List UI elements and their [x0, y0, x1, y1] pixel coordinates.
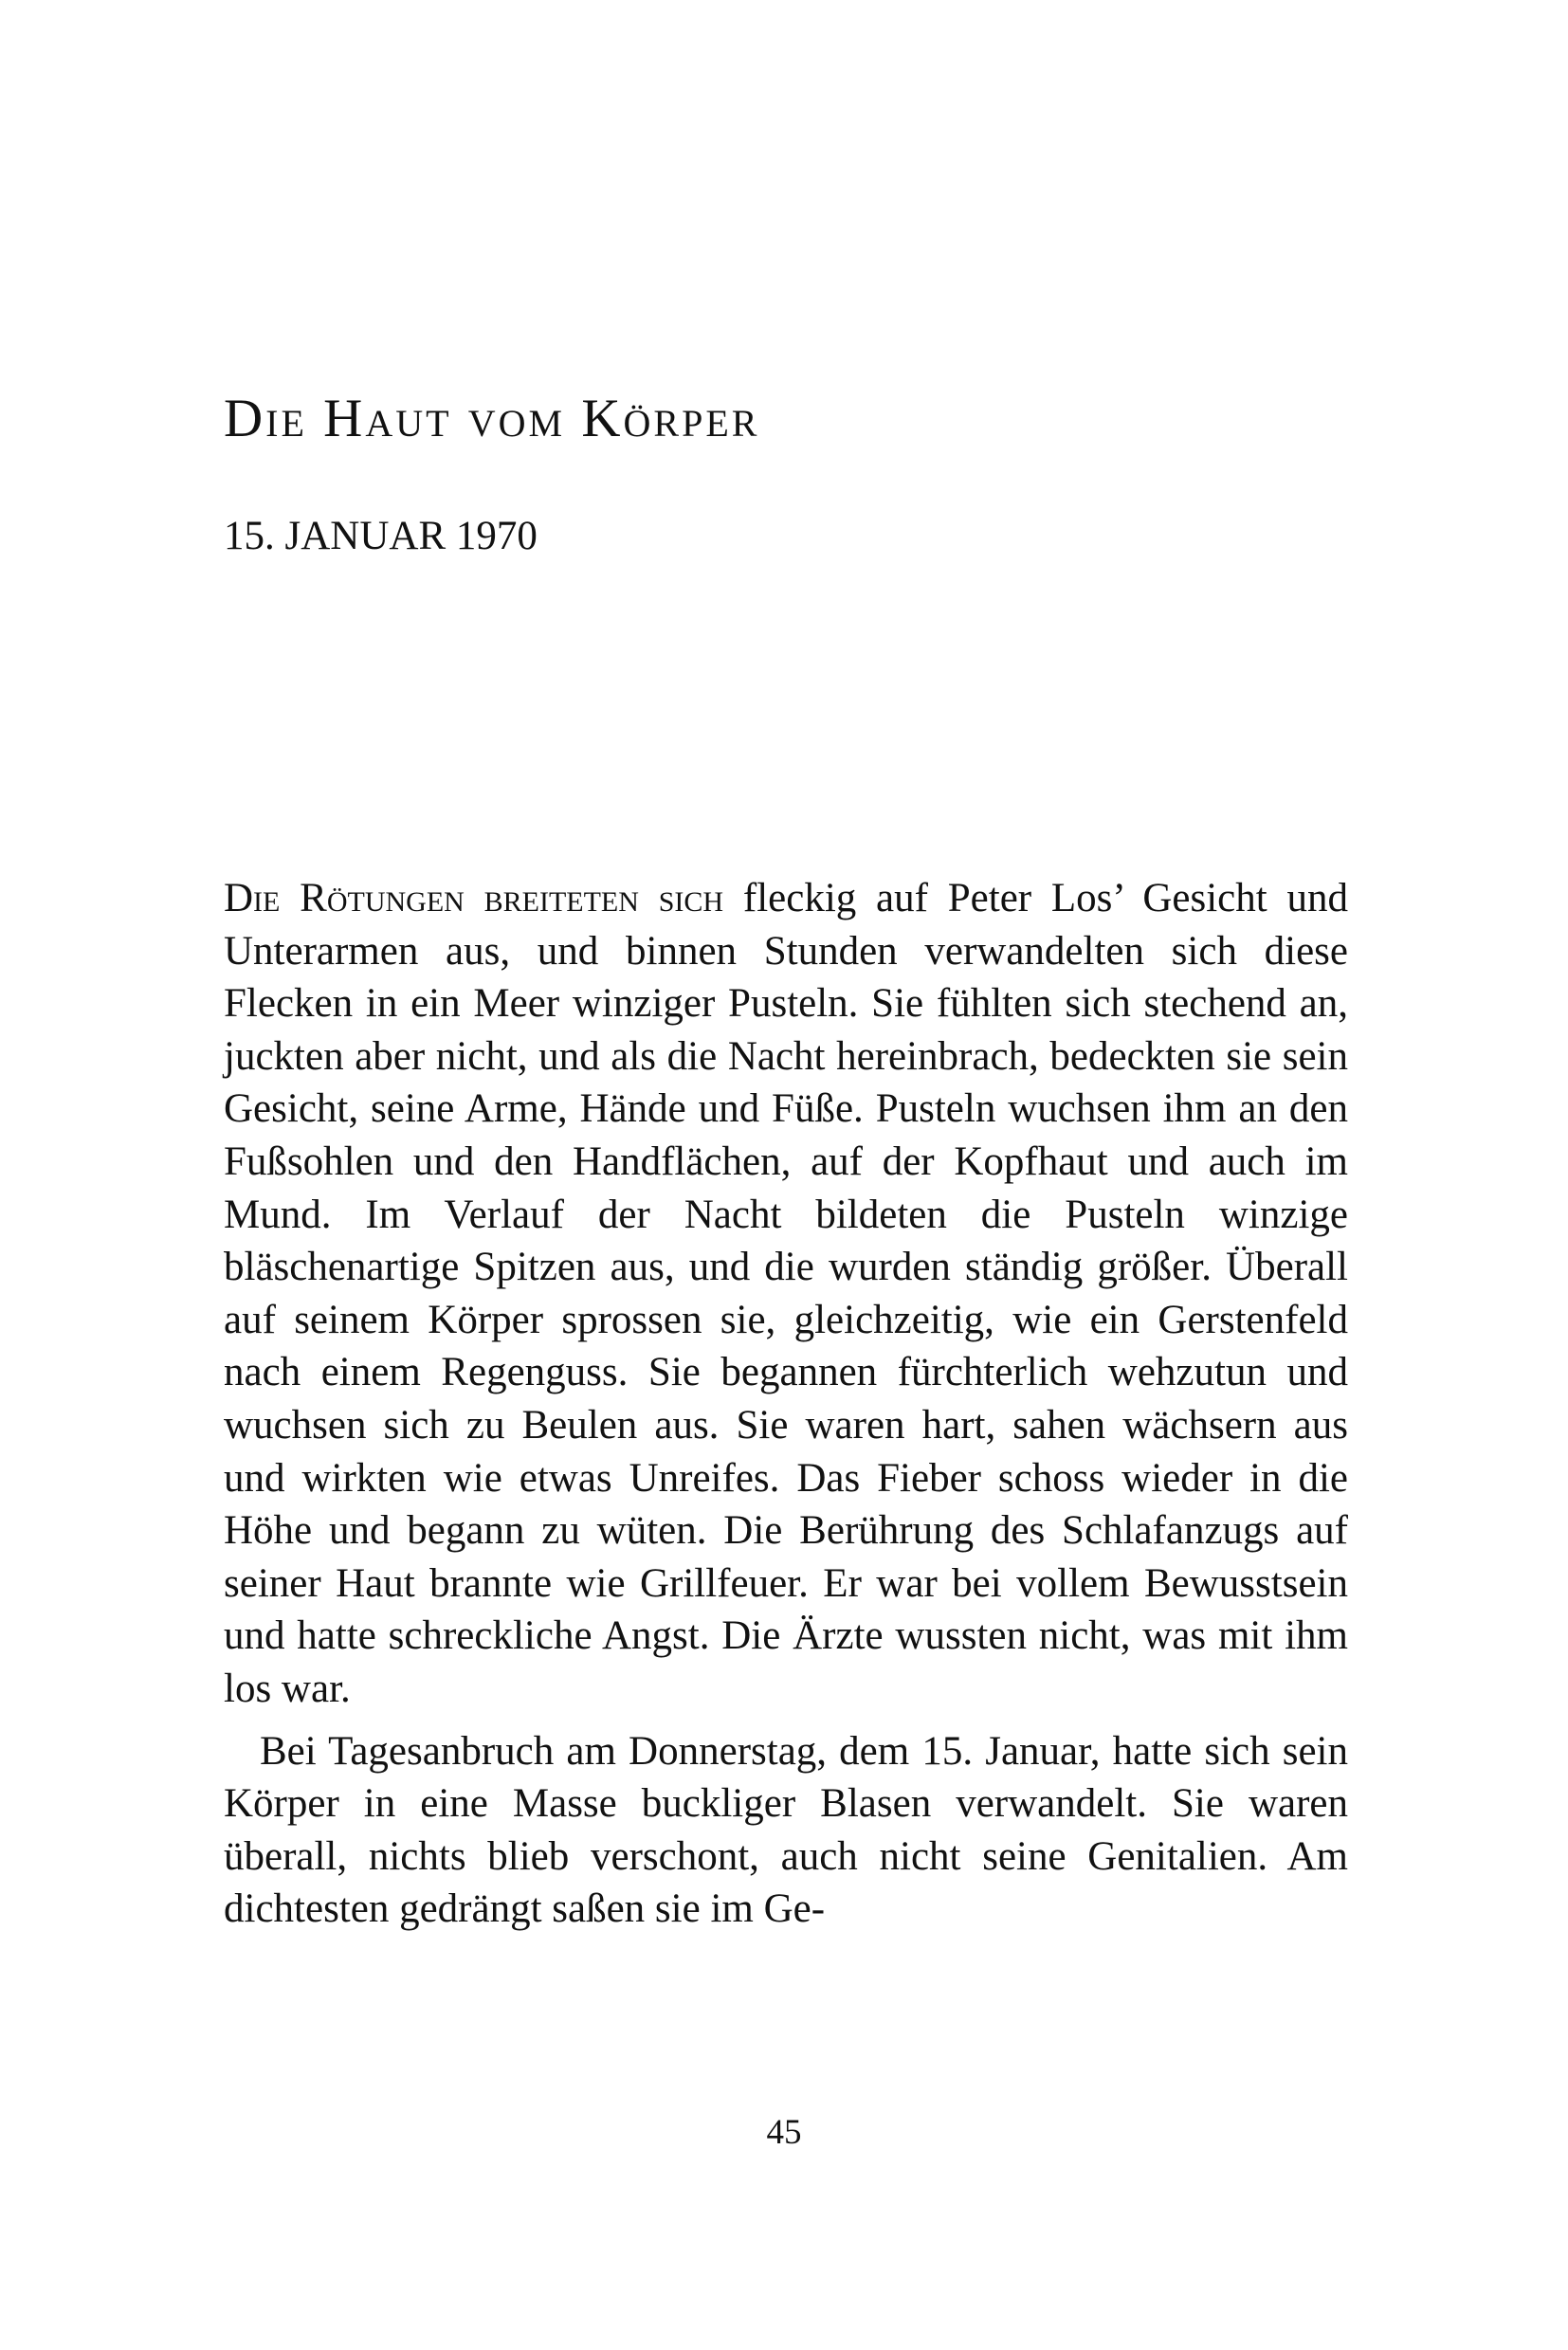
page-number: 45 — [766, 2113, 802, 2152]
paragraph-2: Bei Tagesanbruch am Donnerstag, dem 15. Januar, hatte sich sein Körper in eine Masse buckliger Blasen verwandelt. Sie waren überall, nichts blieb verschont, auch nicht seine Genitalien. Am dichtesten gedrängt saßen sie im Ge- — [224, 1728, 1348, 1932]
body-text — [224, 872, 1348, 1936]
chapter-title: Die Haut vom Körper — [224, 389, 760, 448]
paragraph-1-text: fleckig auf Peter Los’ Gesicht und Unterarmen aus, und binnen Stunden verwandelten sich diese Flecken in ein Meer winziger Pusteln. Sie fühlten sich stechend an, juckten aber nicht, und als die Nacht hereinbrach, bedeckten sie sein Gesicht, seine Arme, Hände und Füße. Pusteln wuchsen ihm an den Fußsohlen und den Handflächen, auf der Kopfhaut und auch im Mund. Im Verlauf der Nacht bildeten die Pusteln winzige bläschenartige Spitzen aus, und die wurden ständig größer. Überall auf seinem Körper sprossen sie, gleichzeitig, wie ein Gerstenfeld nach einem Regenguss. Sie begannen fürchterlich wehzutun und wuchsen sich zu Beulen aus. Sie waren hart, sahen wächsern aus und wirkten wie etwas Unreifes. Das Fieber schoss wieder in die Höhe und begann zu wüten. Die Berührung des Schlafanzugs auf seiner Haut brannte wie Grillfeuer. Er war bei vollem Bewusstsein und hatte schreckliche Angst. Die Ärzte wussten nicht, was mit ihm los war. — [224, 876, 1348, 1711]
chapter-date: 15. JANUAR 1970 — [224, 514, 538, 558]
paragraph-1-lead: Die Rötungen breiteten sich — [224, 876, 724, 920]
paragraph-1 — [224, 872, 1348, 1716]
